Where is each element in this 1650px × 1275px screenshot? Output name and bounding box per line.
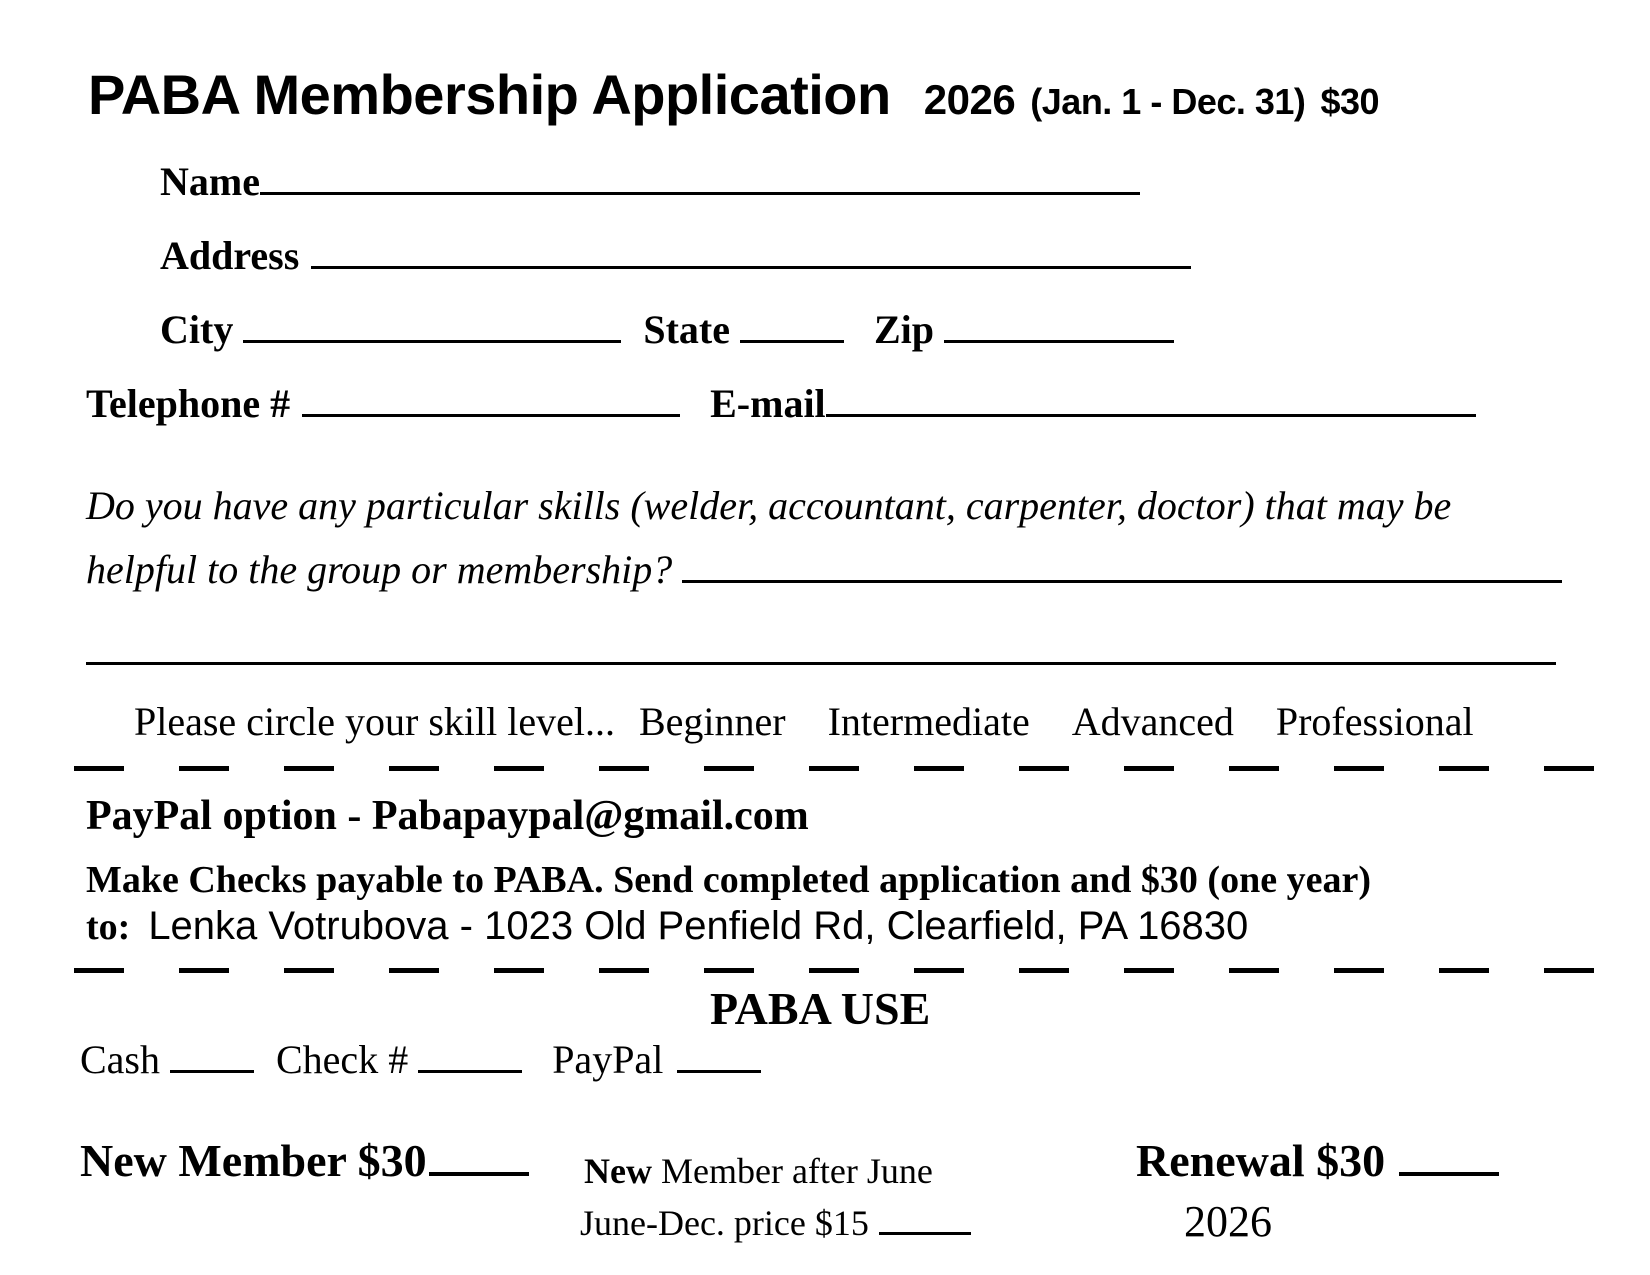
office-use-payment-row — [80, 1036, 761, 1083]
paypal-label: PayPal — [552, 1037, 664, 1082]
mail-to-row — [86, 904, 1248, 949]
new-member-label: New Member $30 — [80, 1135, 427, 1186]
address-row — [160, 232, 1191, 279]
telephone-label: Telephone # — [86, 381, 291, 426]
skill-option-professional[interactable]: Professional — [1275, 699, 1474, 744]
renewal-label: Renewal $30 — [1136, 1135, 1386, 1186]
skill-level-prompt: Please circle your skill level... — [134, 699, 615, 744]
mail-to-address: Lenka Votrubova - 1023 Old Penfield Rd, Clearfield, PA 16830 — [148, 904, 1249, 948]
june-dec-price-row — [580, 1202, 971, 1244]
skills-answer-line[interactable] — [86, 662, 1556, 665]
new-member-row — [80, 1134, 529, 1187]
paypal-option: PayPal option - Pabapaypal@gmail.com — [86, 793, 809, 839]
city-state-zip-row — [160, 306, 1174, 353]
after-june-row — [584, 1150, 933, 1192]
check-label: Check # — [276, 1037, 409, 1082]
cash-label: Cash — [80, 1037, 160, 1082]
check-number-field[interactable] — [418, 1070, 522, 1073]
office-use-heading: PABA USE — [710, 983, 931, 1034]
address-field[interactable] — [311, 266, 1191, 269]
mail-to-label: to: — [86, 906, 131, 948]
state-field[interactable] — [740, 340, 844, 343]
form-title — [88, 62, 1379, 127]
zip-label: Zip — [873, 307, 935, 352]
new-member-field[interactable] — [429, 1172, 529, 1176]
name-field[interactable] — [260, 192, 1140, 195]
name-label: Name — [160, 159, 260, 204]
title-price: $30 — [1320, 81, 1380, 122]
check-instructions: Make Checks payable to PABA. Send completed application and $30 (one year) — [86, 859, 1371, 901]
cut-line-divider — [74, 766, 1594, 771]
renewal-year: 2026 — [1184, 1197, 1272, 1246]
telephone-email-row — [86, 380, 1476, 427]
june-dec-price-label: June-Dec. price $15 — [580, 1203, 869, 1243]
skill-option-advanced[interactable]: Advanced — [1071, 699, 1234, 744]
title-main: PABA Membership Application — [88, 63, 891, 126]
title-period: (Jan. 1 - Dec. 31) — [1030, 81, 1306, 122]
cut-line-divider — [74, 968, 1594, 973]
email-field[interactable] — [826, 414, 1476, 417]
city-field[interactable] — [243, 340, 621, 343]
email-label: E-mail — [710, 381, 826, 426]
name-row — [160, 158, 1140, 205]
telephone-field[interactable] — [302, 414, 680, 417]
state-label: State — [643, 307, 730, 352]
city-label: City — [160, 307, 234, 352]
address-label: Address — [160, 233, 300, 278]
zip-field[interactable] — [944, 340, 1174, 343]
skill-level-row — [134, 698, 1474, 745]
after-june-new-label: New — [584, 1151, 652, 1191]
june-dec-price-field[interactable] — [879, 1232, 971, 1235]
renewal-row — [1136, 1134, 1499, 1187]
skills-question-row2 — [86, 546, 1562, 593]
after-june-label: Member after June — [660, 1151, 933, 1191]
skill-option-beginner[interactable]: Beginner — [638, 699, 786, 744]
skills-question-line2: helpful to the group or membership? — [86, 547, 673, 592]
skill-option-intermediate[interactable]: Intermediate — [827, 699, 1030, 744]
skills-question-line1: Do you have any particular skills (welder, accountant, carpenter, doctor) that may be — [86, 483, 1452, 528]
paypal-field[interactable] — [677, 1070, 761, 1073]
title-year: 2026 — [923, 76, 1016, 123]
renewal-field[interactable] — [1399, 1172, 1499, 1176]
skills-answer-field[interactable] — [682, 580, 1562, 583]
cash-field[interactable] — [170, 1070, 254, 1073]
